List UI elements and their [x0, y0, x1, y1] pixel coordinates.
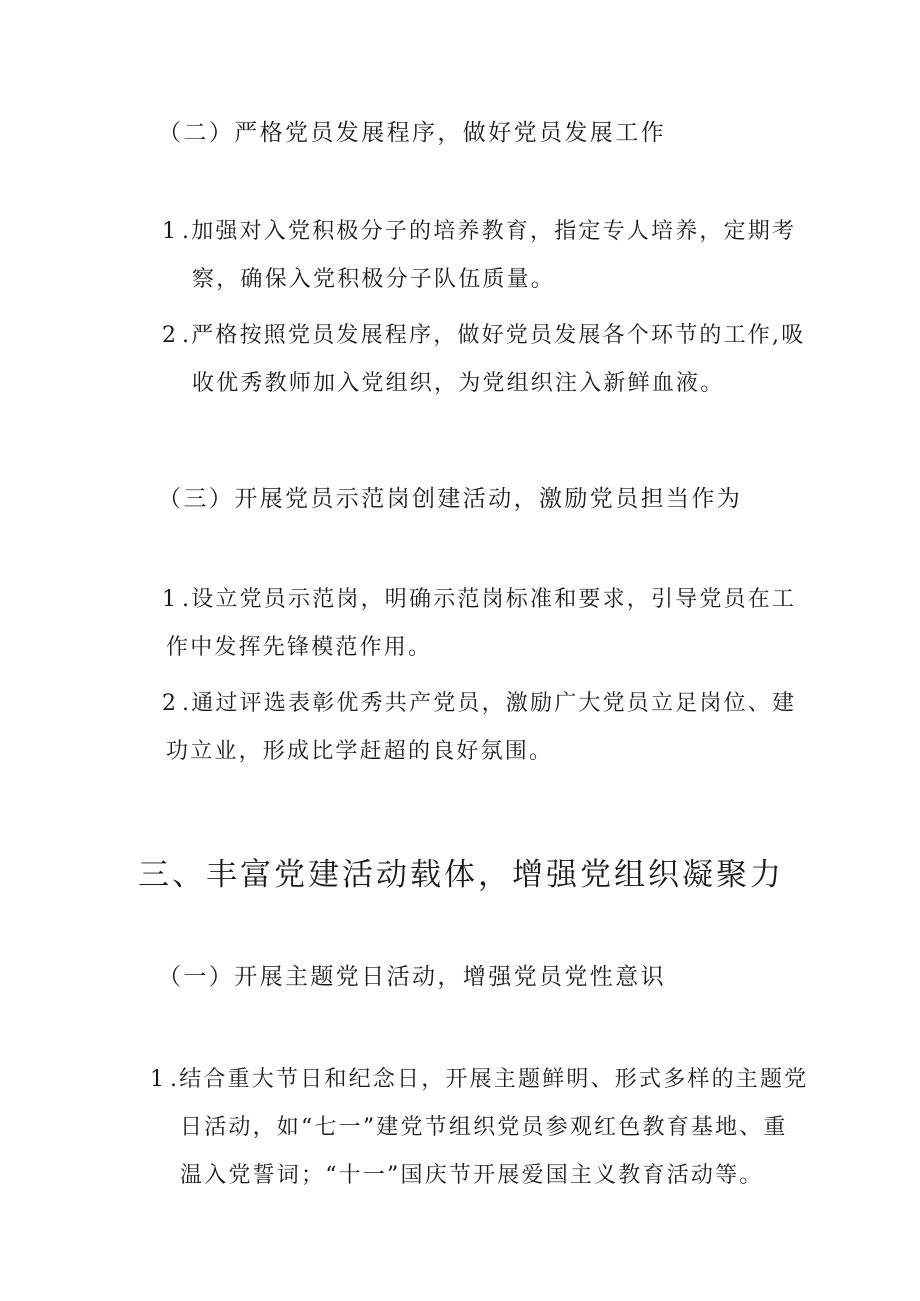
list-item	[162, 576, 796, 672]
section-heading-1: （一）开展主题党日活动，增强党员党性意识	[158, 964, 666, 990]
item-number: 2	[162, 323, 176, 348]
list-item	[162, 312, 805, 408]
item-line: 收优秀教师加入党组织，为党组织注入新鲜血液。	[192, 371, 725, 396]
section-heading-3: （三）开展党员示范岗创建活动，激励党员担当作为	[158, 486, 743, 512]
item-number: 1	[150, 1067, 164, 1092]
item-line: .通过评选表彰优秀共产党员，激励广大党员立足岗位、建	[182, 691, 797, 716]
item-line: 察，确保入党积极分子队伍质量。	[192, 267, 556, 292]
item-line: .结合重大节日和纪念日，开展主题鲜明、形式多样的主题党	[170, 1067, 809, 1092]
item-number: 1	[162, 219, 176, 244]
chapter-heading-3: 三、丰富党建活动载体，增强党组织凝聚力	[138, 857, 784, 893]
list-item	[150, 1056, 808, 1200]
item-number: 2	[162, 691, 176, 716]
item-line: 作中发挥先锋模范作用。	[166, 635, 433, 660]
list-item	[162, 680, 796, 776]
item-number: 1	[162, 587, 176, 612]
list-item	[162, 208, 796, 304]
item-line: 温入党誓词；“十一”国庆节开展爱国主义教育活动等。	[180, 1163, 764, 1188]
item-line: 日活动，如“七一”建党节组织党员参观红色教育基地、重	[180, 1115, 788, 1140]
item-line: .设立党员示范岗，明确示范岗标准和要求，引导党员在工	[182, 587, 797, 612]
item-line: .严格按照党员发展程序，做好党员发展各个环节的工作,吸	[182, 323, 806, 348]
item-line: .加强对入党积极分子的培养教育，指定专人培养，定期考	[182, 219, 797, 244]
item-line: 功立业，形成比学赶超的良好氛围。	[166, 739, 554, 764]
section-heading-2: （二）严格党员发展程序，做好党员发展工作	[158, 120, 666, 146]
